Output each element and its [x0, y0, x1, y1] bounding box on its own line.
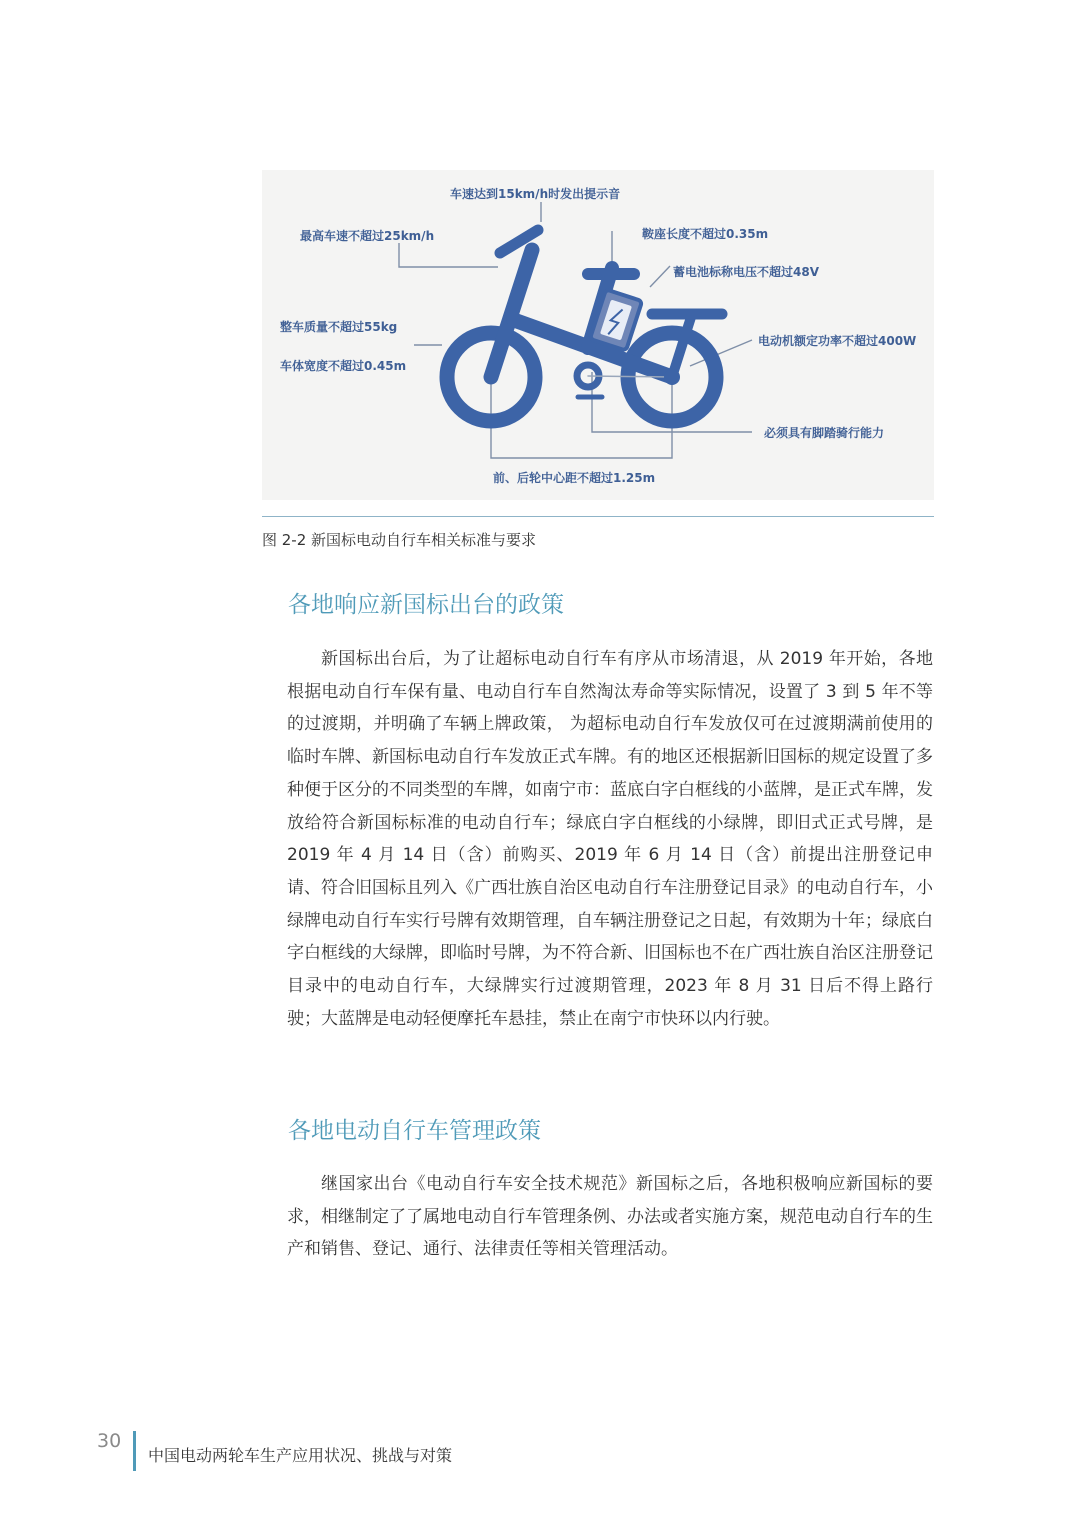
- figure-panel: [262, 170, 934, 500]
- label-max-speed: 最高车速不超过25km/h: [300, 229, 435, 243]
- label-speed-alert: 车速达到15km/h时发出提示音: [450, 187, 621, 201]
- section-heading-management-policy: 各地电动自行车管理政策: [288, 1118, 541, 1144]
- chain: [588, 376, 672, 377]
- figure-caption: 图 2-2 新国标电动自行车相关标准与要求: [262, 531, 537, 549]
- label-wheelbase: 前、后轮中心距不超过1.25m: [493, 471, 656, 485]
- label-saddle-length: 鞍座长度不超过0.35m: [642, 227, 769, 241]
- bicycle: [447, 230, 722, 421]
- bicycle-diagram: [262, 170, 934, 500]
- label-motor-power: 电动机额定功率不超过400W: [758, 334, 917, 348]
- section-heading-response-policy: 各地响应新国标出台的政策: [288, 592, 564, 618]
- label-total-mass: 整车质量不超过55kg: [280, 320, 398, 334]
- label-battery-voltage: 蓄电池标称电压不超过48V: [673, 265, 819, 279]
- motor-hub: [664, 369, 680, 385]
- section-paragraph-management-policy: 继国家出台《电动自行车安全技术规范》新国标之后，各地积极响应新国标的要求，相继制定了了属地电动自行车管理条例、办法或者实施方案，规范电动自行车的生产和销售、登记、通行、法律责任等相关管理活动。: [287, 1174, 933, 1260]
- seat-stay: [672, 314, 692, 377]
- label-pedal: 必须具有脚踏骑行能力: [764, 426, 885, 440]
- section-paragraph-response-policy: 新国标出台后，为了让超标电动自行车有序从市场清退，从 2019 年开始，各地根据电动自行车保有量、电动自行车自然淘汰寿命等实际情况，设置了 3 到 5 年不等的过渡期，并明确了车辆上牌政策， 为超标电动自行车发放仅可在过渡期满前使用的临时车牌、新国标电动自行车发放正式车牌。有的地区还根据新旧国标的规定设置了多种便于区分的不同类型的车牌，如南宁市：蓝底白字白框线的小蓝牌，是正式车牌，发放给符合新国标标准的电动自行车；绿底白字白框线的小绿牌，即旧式正式号牌，是 2019 年 4 月 14 日（含）前购买、2019 年 6 月 14 日（含）前提出注册登记申请、符合旧国标且列入《广西壮族自治区电动自行车注册登记目录》的电动自行车，小绿牌电动自行车实行号牌有效期管理，自车辆注册登记之日起，有效期为十年；绿底白字白框线的大绿牌，即临时号牌，为不符合新、旧国标也不在广西壮族自治区注册登记目录中的电动自行车，大绿牌实行过渡期管理，2023 年 8 月 31 日后不得上路行驶；大蓝牌是电动轻便摩托车悬挂，禁止在南宁市快环以内行驶。: [287, 649, 933, 1029]
- figure-divider: [262, 516, 934, 517]
- footer-book-title: 中国电动两轮车生产应用状况、挑战与对策: [148, 1446, 453, 1465]
- footer-divider: [133, 1431, 136, 1471]
- page-number: 30: [97, 1430, 122, 1452]
- label-body-width: 车体宽度不超过0.45m: [280, 359, 407, 373]
